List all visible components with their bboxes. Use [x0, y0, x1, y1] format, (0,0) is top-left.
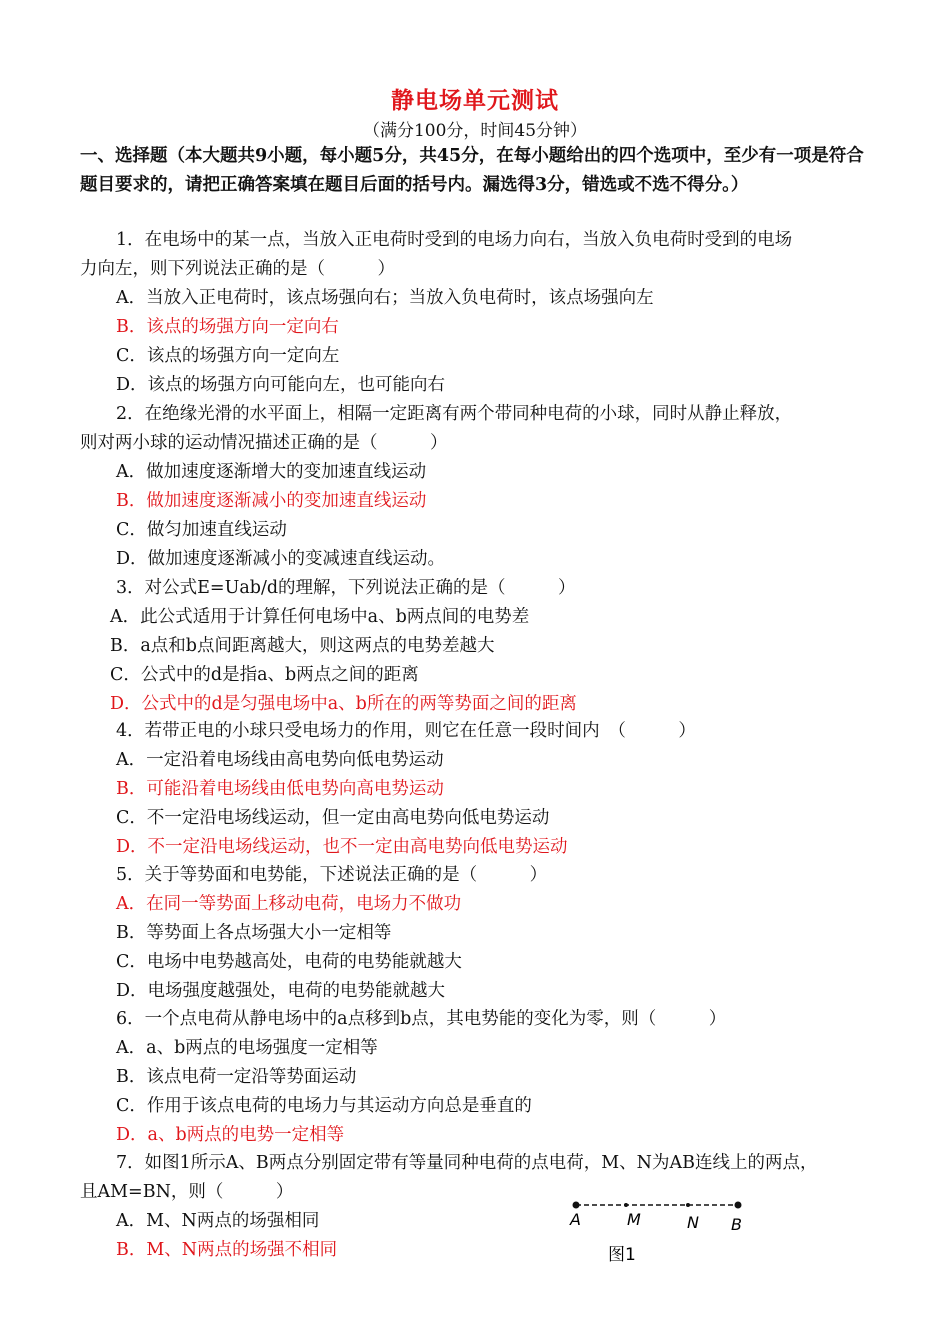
- question-2-option-d: D．做加速度逐渐减小的变减速直线运动。: [116, 549, 446, 569]
- point-m-dot: [624, 1203, 628, 1207]
- point-n-dot: [686, 1203, 690, 1207]
- question-4-stem: 4．若带正电的小球只受电场力的作用，则它在任意一段时间内 （ ）: [116, 721, 696, 741]
- question-6-option-c: C．作用于该点电荷的电场力与其运动方向总是垂直的: [116, 1096, 532, 1116]
- question-2-stem-cont: 则对两小球的运动情况描述正确的是（ ）: [80, 433, 448, 453]
- question-5-stem: 5．关于等势面和电势能，下述说法正确的是（ ）: [116, 865, 548, 885]
- label-m: M: [627, 1210, 641, 1229]
- question-2-stem: 2．在绝缘光滑的水平面上，相隔一定距离有两个带同种电荷的小球，同时从静止释放，: [116, 404, 793, 424]
- question-3-stem: 3．对公式E=Uab/d的理解，下列说法正确的是（ ）: [116, 578, 576, 598]
- question-2-option-b-answer: B．做加速度逐渐减小的变加速直线运动: [116, 491, 427, 511]
- label-a: A: [570, 1210, 581, 1229]
- question-6-option-d-answer: D．a、b两点的电势一定相等: [116, 1125, 345, 1145]
- question-3-option-d-answer: D．公式中的d是匀强电场中a、b所在的两等势面之间的距离: [110, 694, 577, 714]
- question-4-option-d-answer: D．不一定沿电场线运动，也不一定由高电势向低电势运动: [116, 837, 568, 857]
- question-1-stem-cont: 力向左，则下列说法正确的是（ ）: [80, 259, 395, 279]
- question-7-option-b-answer: B．M、N两点的场强不相同: [116, 1240, 338, 1260]
- question-6-stem: 6．一个点电荷从静电场中的a点移到b点，其电势能的变化为零，则（ ）: [116, 1009, 727, 1029]
- label-n: N: [687, 1213, 699, 1232]
- question-6-option-a: A．a、b两点的电场强度一定相等: [116, 1038, 378, 1058]
- figure-1-diagram: [560, 1192, 760, 1272]
- point-b-dot: [735, 1202, 742, 1209]
- question-1-option-b-answer: B．该点的场强方向一定向右: [116, 317, 339, 337]
- question-4-option-c: C．不一定沿电场线运动，但一定由高电势向低电势运动: [116, 808, 550, 828]
- question-5-option-b: B．等势面上各点场强大小一定相等: [116, 923, 392, 943]
- page-title: 静电场单元测试: [391, 87, 559, 114]
- question-5-option-a-answer: A．在同一等势面上移动电荷，电场力不做功: [116, 894, 462, 914]
- question-1-option-c: C．该点的场强方向一定向左: [116, 346, 340, 366]
- question-1-option-a: A．当放入正电荷时，该点场强向右；当放入负电荷时，该点场强向左: [116, 288, 654, 308]
- question-1-stem: 1．在电场中的某一点，当放入正电荷时受到的电场力向右，当放入负电荷时受到的电场: [116, 230, 793, 250]
- figure-caption: 图1: [608, 1245, 636, 1265]
- question-2-option-c: C．做匀加速直线运动: [116, 520, 287, 540]
- question-3-option-b: B．a点和b点间距离越大，则这两点的电势差越大: [110, 636, 495, 656]
- label-b: B: [731, 1215, 742, 1234]
- question-1-option-d: D．该点的场强方向可能向左，也可能向右: [116, 375, 446, 395]
- question-4-option-b-answer: B．可能沿着电场线由低电势向高电势运动: [116, 779, 444, 799]
- question-3-option-c: C．公式中的d是指a、b两点之间的距离: [110, 665, 419, 685]
- question-2-option-a: A．做加速度逐渐增大的变加速直线运动: [116, 462, 427, 482]
- question-5-option-d: D．电场强度越强处，电荷的电势能就越大: [116, 981, 446, 1001]
- question-3-option-a: A．此公式适用于计算任何电场中a、b两点间的电势差: [110, 607, 530, 627]
- question-7-stem: 7．如图1所示A、B两点分别固定带有等量同种电荷的点电荷，M、N为AB连线上的两点，: [116, 1153, 818, 1173]
- question-6-option-b: B．该点电荷一定沿等势面运动: [116, 1067, 357, 1087]
- page-subtitle: （满分100分，时间45分钟）: [362, 121, 588, 141]
- question-7-stem-cont: 且AM=BN，则（ ）: [80, 1182, 294, 1202]
- question-7-option-a: A．M、N两点的场强相同: [116, 1211, 320, 1231]
- question-5-option-c: C．电场中电势越高处，电荷的电势能就越大: [116, 952, 462, 972]
- point-a-dot: [573, 1202, 580, 1209]
- question-4-option-a: A．一定沿着电场线由高电势向低电势运动: [116, 750, 444, 770]
- section-heading: 一、选择题（本大题共9小题，每小题5分，共45分，在每小题给出的四个选项中，至少有一项是符合题目要求的，请把正确答案填在题目后面的括号内。漏选得3分，错选或不选不得分。）: [80, 146, 864, 195]
